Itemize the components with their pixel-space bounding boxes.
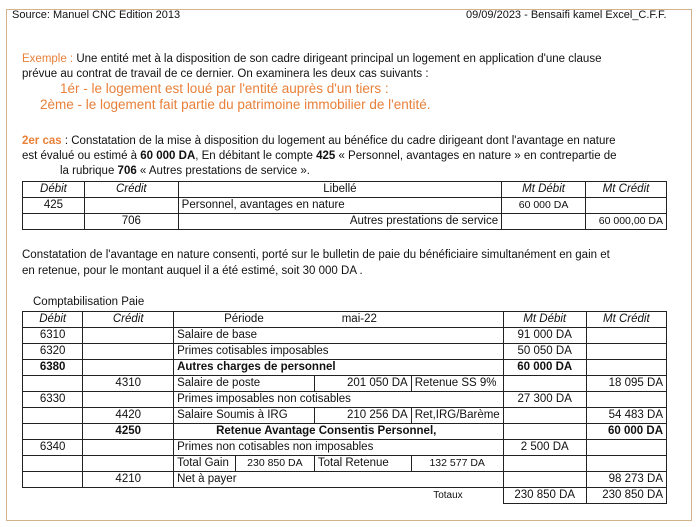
totals-row: [23, 488, 667, 504]
header-mois: mai-22: [341, 313, 377, 325]
table-row: 706 Autres prestations de service 60 000,00 DA: [23, 214, 667, 230]
table-row: 6380 Autres charges de personnel 60 000 DA: [23, 360, 667, 376]
total-gain-value: 230 850 DA: [235, 456, 314, 472]
table-row: 4250 Retenue Avantage Consentis Personnel, 60 000 DA: [23, 424, 667, 440]
table-row: 4310 Salaire de poste 201 050 DA Retenue SS 9% 18 095 DA: [23, 376, 667, 392]
table-row: 6310 Salaire de base 91 000 DA: [23, 328, 667, 344]
header-debit: Débit: [23, 182, 85, 198]
table-row: 6330 Primes imposables non cotisables 27 300 DA: [23, 392, 667, 408]
table-row: 4210 Net à payer 98 273 DA: [23, 472, 667, 488]
case2-label: 2er cas: [22, 135, 62, 147]
source-label: Source: Manuel CNC Edition 2013: [12, 9, 181, 21]
case2-line2: est évalué ou estimé à 60 000 DA, En débitant le compte 425 « Personnel, avantages en nature » en contrepartie de: [22, 150, 617, 162]
header-credit: Crédit: [84, 182, 178, 198]
case2-text: 2ème - le logement fait partie du patrimoine immobilier de l'entité.: [40, 97, 431, 112]
gross-box: 201 050 DA: [314, 376, 411, 392]
para2-line2: en retenue, pour le montant auquel il a été estimé, soit 30 000 DA .: [22, 265, 363, 277]
totals-label: Totaux: [433, 490, 463, 502]
total-gain-label: Total Gain: [174, 456, 236, 472]
header-mt-credit: Mt Crédit: [586, 182, 667, 198]
table2-caption: Comptabilisation Paie: [33, 296, 145, 308]
date-author: 09/09/2023 - Bensaifi kamel Excel_C.F.F.: [466, 9, 667, 21]
totals-mt-credit: 230 850 DA: [586, 488, 666, 504]
para2-line1: Constatation de l'avantage en nature consenti, porté sur le bulletin de paie du bénéficiaire simultanément en gain et: [22, 249, 610, 261]
case2-line1: 2er cas : Constatation de la mise à disposition du logement au bénéfice du cadre dirigeant dont l'avantage en nature: [22, 135, 616, 147]
example-line2: prévue au contrat de travail de ce dernier. On examinera les deux cas suivants :: [22, 68, 429, 80]
table2-header-row: [23, 312, 667, 328]
header-debit: Débit: [23, 312, 83, 328]
table1-header-row: [23, 182, 667, 198]
header-credit: Crédit: [83, 312, 174, 328]
header-periode: Période mai-22: [174, 312, 504, 328]
example-line1: Exemple : Une entité met à la disposition de son cadre dirigeant principal un logement en application d'une clause: [22, 53, 602, 65]
table-row: 6340 Primes non cotisables non imposables 2 500 DA: [23, 440, 667, 456]
payroll-table: [22, 311, 667, 504]
header-mt-debit: Mt Débit: [502, 182, 586, 198]
header-mt-debit: Mt Débit: [503, 312, 586, 328]
table-row: 6320 Primes cotisables imposables 50 050 DA: [23, 344, 667, 360]
journal-table-1: [22, 181, 667, 230]
case2-line3: la rubrique 706 « Autres prestations de service ».: [60, 165, 310, 177]
totals-mt-debit: 230 850 DA: [503, 488, 586, 504]
total-retenue-label: Total Retenue: [314, 456, 411, 472]
example-label: Exemple :: [22, 53, 74, 65]
table-row: 425 Personnel, avantages en nature 60 000 DA: [23, 198, 667, 214]
header-libelle: Libellé: [178, 182, 501, 198]
table-row: 4420 Salaire Soumis à IRG 210 256 DA Ret,IRG/Barème 54 483 DA: [23, 408, 667, 424]
case1-text: 1ér - le logement est loué par l'entité auprès d'un tiers :: [60, 81, 389, 96]
header-mt-credit: Mt Crédit: [586, 312, 666, 328]
table-row-totals-box: [23, 456, 667, 472]
taxable-box: 210 256 DA: [314, 408, 411, 424]
total-retenue-value: 132 577 DA: [411, 456, 503, 472]
